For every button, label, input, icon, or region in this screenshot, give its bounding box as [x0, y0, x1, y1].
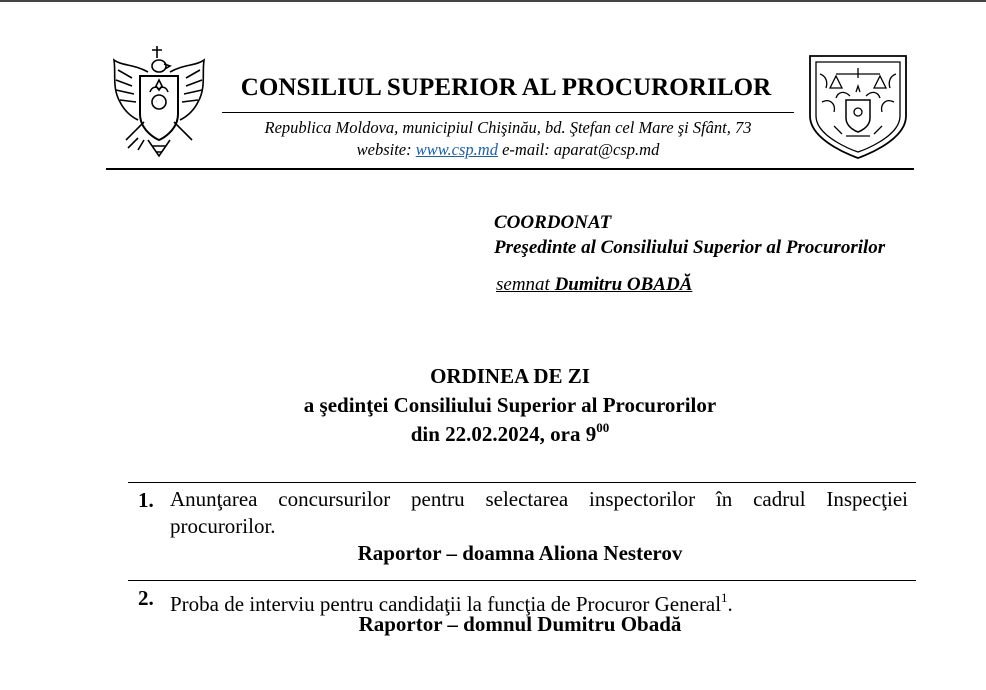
item-text: Anunţarea concursurilor pentru selectarea inspectorilor în cadrul Inspecţiei procurorilor. — [170, 487, 908, 538]
agenda-date — [210, 420, 810, 447]
signer-name: Dumitru OBADĂ — [554, 274, 693, 295]
approval-heading: COORDONAT — [494, 212, 612, 233]
website-link[interactable]: www.csp.md — [415, 140, 498, 159]
contact-line — [222, 139, 794, 160]
agenda-subtitle: a şedinţei Consiliului Superior al Procurorilor — [303, 393, 717, 417]
signature-line — [496, 274, 692, 296]
header-bottom-rule — [106, 168, 914, 170]
organization-title: CONSILIUL SUPERIOR AL PROCURORILOR — [240, 74, 772, 101]
email-text: e-mail: aparat@csp.md — [502, 140, 660, 159]
item-divider — [128, 580, 916, 581]
item-divider — [128, 482, 916, 483]
item-text-end: . — [727, 592, 733, 616]
signed-label: semnat — [496, 274, 550, 295]
agenda-date-text: din 22.02.2024, ora 9 — [410, 422, 597, 446]
item-text-body: Proba de interviu pentru candidaţii la funcţia de Procuror General — [170, 592, 722, 616]
organization-address: Republica Moldova, municipiul Chişinău, bd. Ştefan cel Mare şi Sfânt, 73 — [264, 118, 752, 137]
moldova-coat-of-arms-icon — [104, 44, 214, 160]
website-label: website: — [356, 140, 412, 159]
agenda-title: ORDINEA DE ZI — [430, 364, 590, 388]
footnote-marker[interactable]: 1 — [721, 590, 728, 605]
header-divider — [222, 112, 794, 113]
item-reporter: Raportor – doamna Aliona Nesterov — [357, 541, 683, 565]
approval-role: Preşedinte al Consiliului Superior al Procurorilor — [494, 237, 886, 258]
prosecutors-council-seal-icon — [806, 52, 910, 162]
top-border — [0, 0, 986, 2]
item-reporter: Raportor – domnul Dumitru Obadă — [358, 612, 682, 636]
agenda-time-superscript: 00 — [596, 420, 610, 435]
item-number: 2. — [138, 586, 154, 610]
item-number: 1. — [138, 488, 154, 512]
